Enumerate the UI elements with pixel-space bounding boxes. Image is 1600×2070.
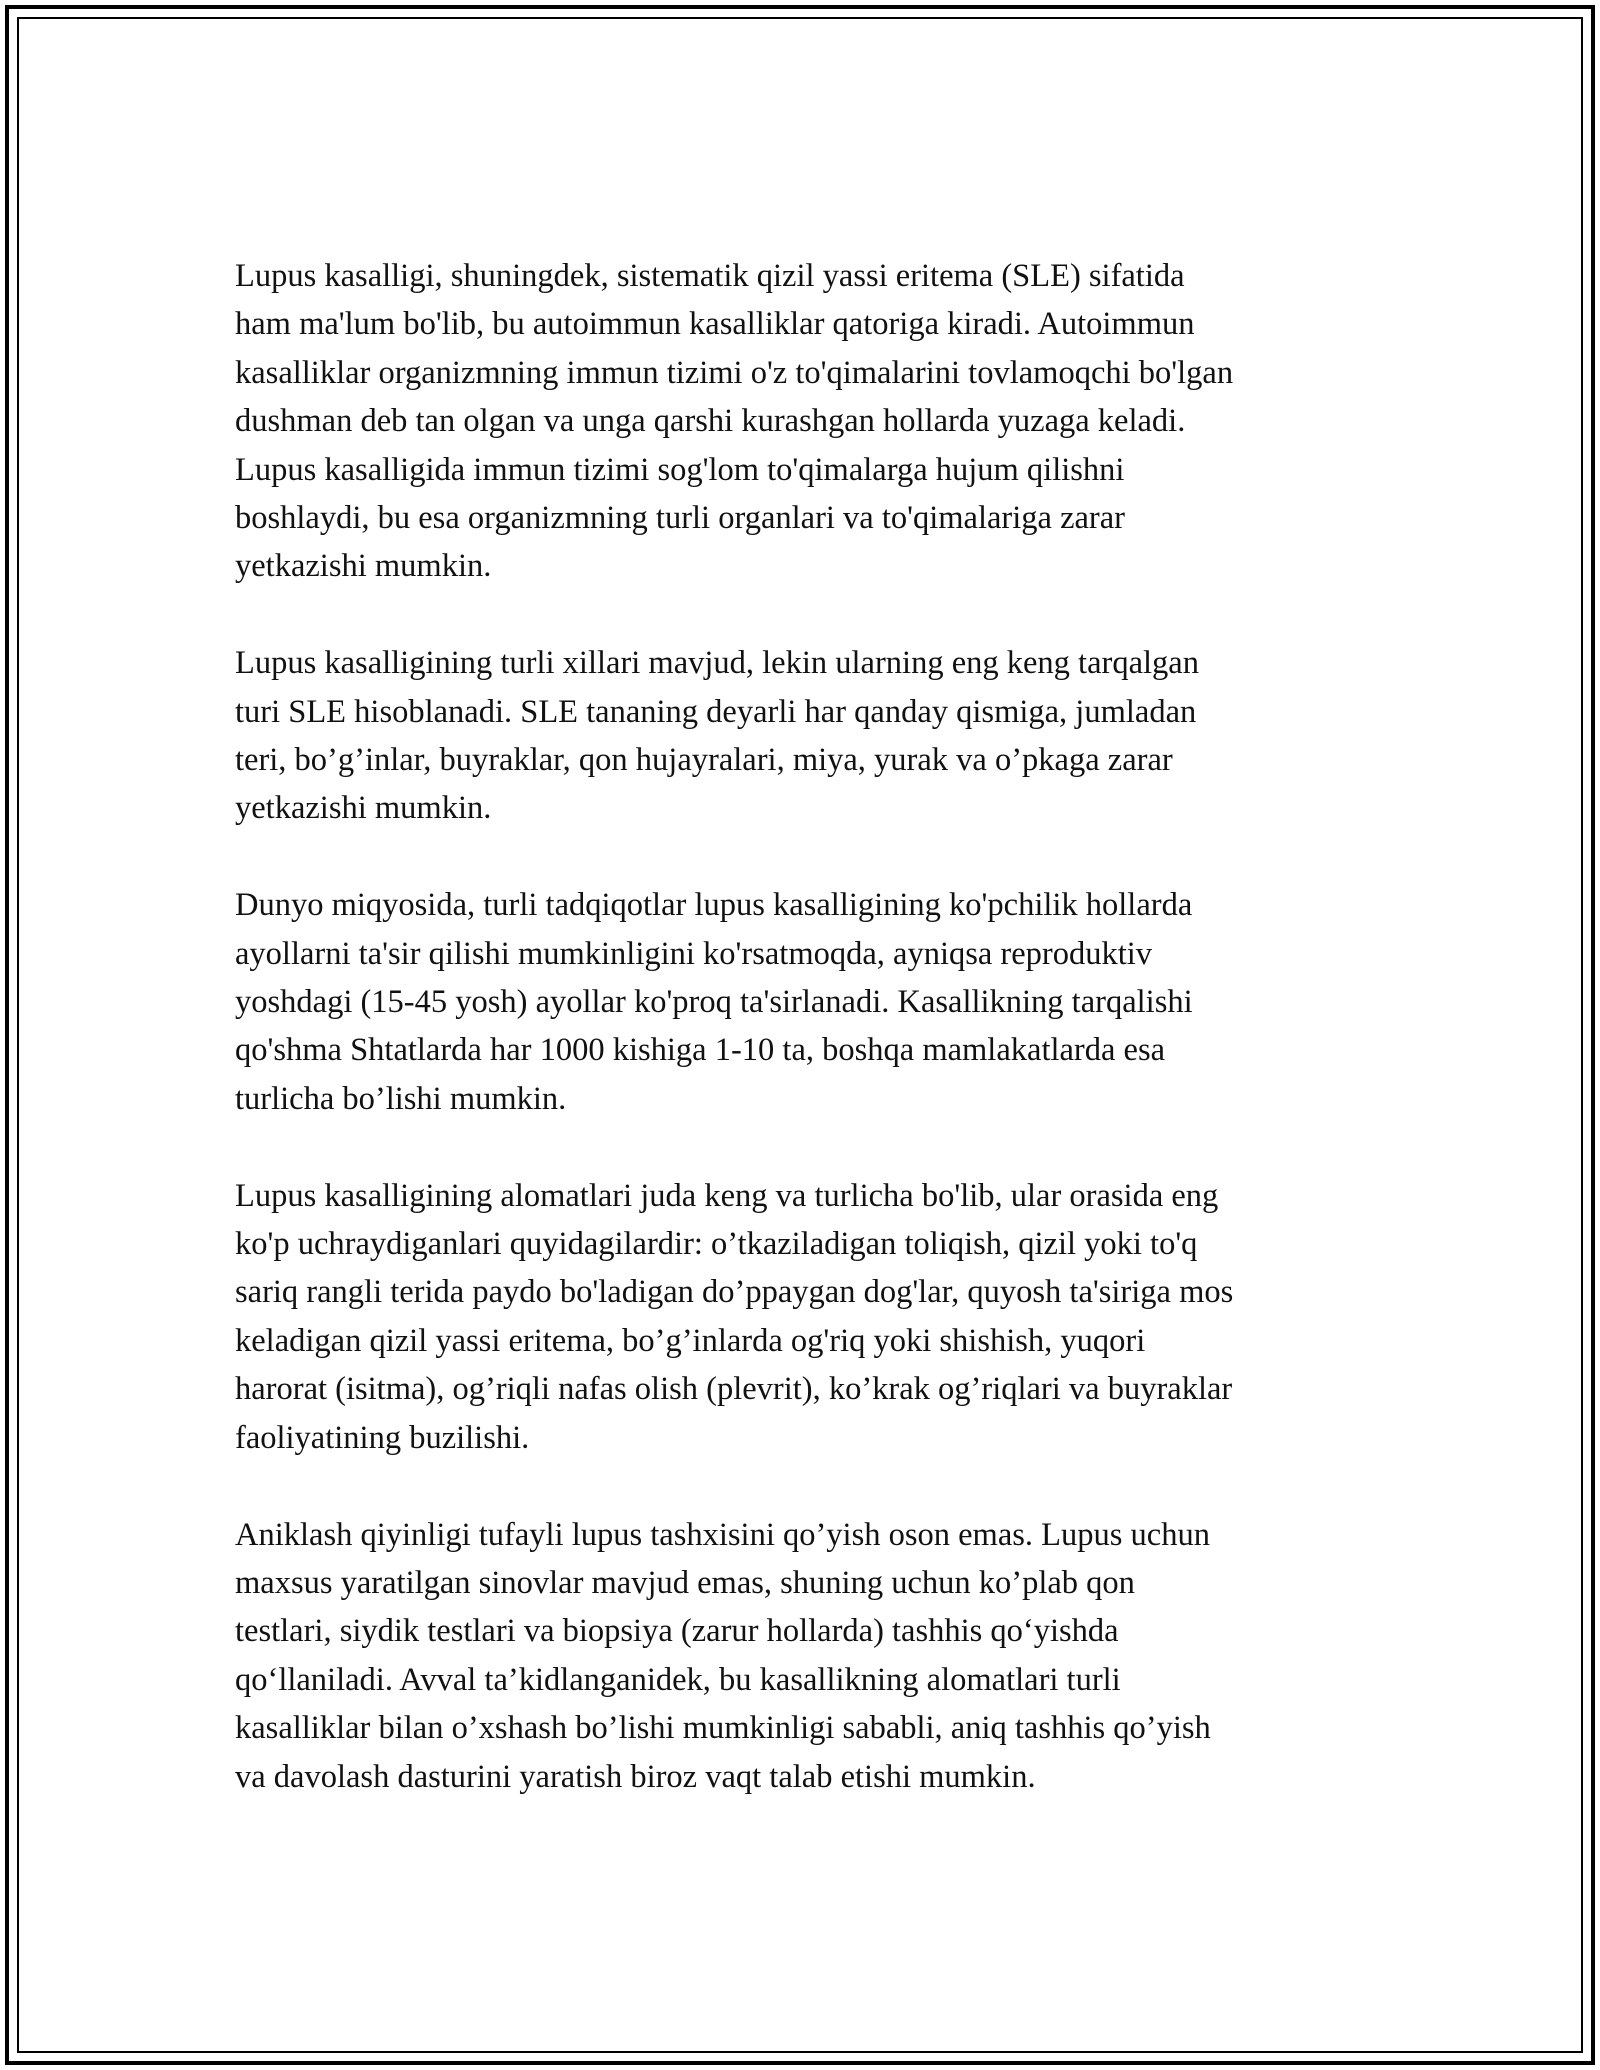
text-line: faoliyatining buzilishi. — [235, 1419, 530, 1456]
text-line: keladigan qizil yassi eritema, bo’g’inlarda og'riq yoki shishish, yuqori — [235, 1322, 1146, 1359]
text-line: qo'shma Shtatlarda har 1000 kishiga 1-10 ta, boshqa mamlakatlarda esa — [235, 1032, 1166, 1069]
text-line: va davolash dasturini yaratish biroz vaqt talab etishi mumkin. — [235, 1758, 1036, 1795]
text-line: ham ma'lum bo'lib, bu autoimmun kasalliklar qatoriga kiradi. Autoimmun — [235, 306, 1195, 343]
text-line: sariq rangli terida paydo bo'ladigan do’ppaygan dog'lar, quyosh ta'siriga mos — [235, 1274, 1234, 1311]
paragraph-3 — [235, 881, 1375, 1123]
text-line: maxsus yaratilgan sinovlar mavjud emas, shuning uchun ko’plab qon — [235, 1564, 1135, 1601]
text-line: boshlaydi, bu esa organizmning turli organlari va to'qimalariga zarar — [235, 500, 1126, 537]
paragraph-1 — [235, 252, 1375, 591]
text-line: yetkazishi mumkin. — [235, 548, 492, 585]
text-line: Aniklash qiyinligi tufayli lupus tashxisini qo’yish oson emas. Lupus uchun — [235, 1516, 1210, 1553]
text-line: Lupus kasalligi, shuningdek, sistematik qizil yassi eritema (SLE) sifatida — [235, 258, 1185, 294]
text-line: ayollarni ta'sir qilishi mumkinligini ko'rsatmoqda, ayniqsa reproduktiv — [235, 935, 1153, 972]
paragraph-4 — [235, 1172, 1375, 1462]
text-line: Lupus kasalligining turli xillari mavjud, lekin ularning eng keng tarqalgan — [235, 645, 1199, 682]
text-line: harorat (isitma), og’riqli nafas olish (plevrit), ko’krak og’riqlari va buyraklar — [235, 1371, 1233, 1408]
text-line: kasalliklar organizmning immun tizimi o'z to'qimalarini tovlamoqchi bo'lgan — [235, 354, 1234, 391]
text-line: Lupus kasalligida immun tizimi sog'lom to'qimalarga hujum qilishni — [235, 451, 1125, 488]
paragraph-5 — [235, 1511, 1375, 1801]
text-line: teri, bo’g’inlar, buyraklar, qon hujayralari, miya, yurak va o’pkaga zarar — [235, 742, 1173, 779]
paragraph-2 — [235, 639, 1375, 833]
text-line: testlari, siydik testlari va biopsiya (zarur hollarda) tashhis qo‘yishda — [235, 1613, 1119, 1650]
document-body — [235, 252, 1375, 1849]
text-line: Lupus kasalligining alomatlari juda keng va turlicha bo'lib, ular orasida eng — [235, 1177, 1219, 1214]
text-line: yoshdagi (15-45 yosh) ayollar ko'proq ta'sirlanadi. Kasallikning tarqalishi — [235, 984, 1193, 1021]
text-line: Dunyo miqyosida, turli tadqiqotlar lupus kasalligining ko'pchilik hollarda — [235, 887, 1193, 924]
text-line: turi SLE hisoblanadi. SLE tananing deyarli har qanday qismiga, jumladan — [235, 693, 1197, 730]
text-line: qo‘llaniladi. Avval ta’kidlanganidek, bu kasallikning alomatlari turli — [235, 1661, 1121, 1698]
text-line: yetkazishi mumkin. — [235, 790, 492, 827]
text-line: ko'p uchraydiganlari quyidagilardir: o’tkaziladigan toliqish, qizil yoki to'q — [235, 1226, 1198, 1263]
text-line: kasalliklar bilan o’xshash bo’lishi mumkinligi sababli, aniq tashhis qo’yish — [235, 1710, 1211, 1747]
text-line: dushman deb tan olgan va unga qarshi kurashgan hollarda yuzaga keladi. — [235, 403, 1186, 440]
text-line: turlicha bo’lishi mumkin. — [235, 1080, 567, 1117]
